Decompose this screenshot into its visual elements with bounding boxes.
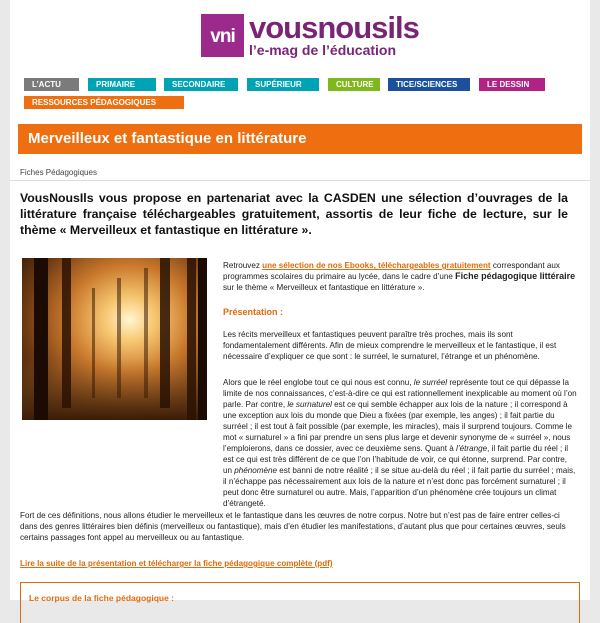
page: [10, 0, 590, 603]
nav-le-dessin[interactable]: LE DESSIN: [479, 78, 545, 91]
logo-name: vousnousils: [249, 10, 419, 45]
text-span: sur le thème « Merveilleux et fantastique en littérature ».: [223, 283, 425, 292]
text-span: représente tout ce qui dépasse la limite de nos connaissances, c’est-à-dire ce qui est rationnellement inexplicable au moment où l’on parle. Par contre,: [223, 378, 577, 409]
corpus-box: [20, 582, 580, 623]
nav-superieur[interactable]: SUPÉRIEUR: [247, 78, 319, 91]
text-span: Alors que le réel englobe tout ce qui nous est connu,: [223, 378, 414, 387]
page-title-bar: [18, 124, 582, 154]
text-span: correspondant aux programmes scolaires du primaire au lycée, dans le cadre d’une: [223, 261, 560, 281]
nav-ressources-pedagogiques[interactable]: RESSOURCES PÉDAGOGIQUES: [24, 96, 184, 109]
text-italic: phénomène: [234, 466, 278, 475]
forest-image: [22, 258, 207, 420]
text-bold: Fiche pédagogique littéraire: [455, 271, 576, 281]
presentation-paragraph: Les récits merveilleux et fantastiques peuvent paraître très proches, mais ils sont fondamentalement différents. Afin de mieux comprendre le merveilleux et le fantastique, il est nécessaire d’expliquer ce que sont : le surréel, le surnaturel, l’étrange et un phénomène.: [223, 330, 557, 361]
text-italic: le surnaturel: [287, 400, 332, 409]
definitions-paragraph: [223, 377, 578, 509]
ebooks-link[interactable]: une sélection de nos Ebooks, téléchargeables gratuitement: [262, 261, 491, 270]
logo-mark: vni: [201, 14, 244, 57]
nav-tice-sciences[interactable]: TICE/SCIENCES: [388, 78, 470, 91]
read-more-link[interactable]: Lire la suite de la présentation et télécharger la fiche pédagogique complète (pdf): [20, 559, 333, 568]
nav-secondaire[interactable]: SECONDAIRE: [164, 78, 238, 91]
intro-paragraph: VousNousIls vous propose en partenariat avec la CASDEN une sélection d’ouvrages de la littérature française téléchargeables gratuitement, assortis de leur fiche de lecture, sur le thème « Merveilleux et fantastique en littérature ».: [20, 191, 568, 237]
text-span: Retrouvez: [223, 261, 263, 270]
intro-ebooks-paragraph: [223, 260, 578, 293]
logo-tagline: l’e-mag de l’éducation: [249, 42, 397, 58]
text-span: , il fait partie du réel ; il est ce qui est très différent de ce que l’on l’habitude de voir, ce qui étonne, surprend. Par contre, un: [223, 444, 569, 475]
nav-actu[interactable]: L’ACTU: [24, 78, 79, 91]
text-span: est banni de notre réalité ; il se situe au-delà du réel ; il fait partie du surréel ; mais, il n’échappe pas nécessairement aux lois de la nature et n’est donc pas forcément surnaturel ; il peut donc être surnaturel ou autre. Mais, l’apparition d’un phénomène crée toujours un climat d’étrangeté.: [223, 466, 576, 508]
corpus-heading: Le corpus de la fiche pédagogique :: [29, 593, 174, 603]
page-title: Merveilleux et fantastique en littérature: [28, 130, 307, 147]
text-span: est ce qui semble échapper aux lois de la nature ; il correspond à une exception aux lois du monde que Dieu a fixées (par exemple, les anges) ; il fait partie du surréel ; il est tout à fait possible (par exemple, les miracles), mais il surprend toujours. Comme le mot « surnaturel » a fini par prendre un sens plus large et devenir synonyme de « surréel », nous l’emploierons, dans ce dossier, avec ce deuxième sens. Quant à: [223, 400, 573, 453]
site-logo[interactable]: [201, 10, 419, 62]
nav-primaire[interactable]: PRIMAIRE: [88, 78, 156, 91]
divider: [10, 180, 590, 181]
text-italic: l’étrange: [456, 444, 488, 453]
text-italic: le surréel: [413, 378, 448, 387]
nav-culture[interactable]: CULTURE: [328, 78, 380, 91]
corpus-study-paragraph: Fort de ces définitions, nous allons étudier le merveilleux et le fantastique dans les œuvres de notre corpus. Notre but n’est pas de faire entrer celles-ci dans des genres littéraires bien définis (merveilleux ou fantastique), mais d’en étudier les manifestations, d’autant plus que pour certaines œuvres, seuls certains passages font appel au merveilleux ou au fantastique.: [20, 511, 566, 542]
forest-photo: [22, 258, 207, 420]
presentation-heading: Présentation :: [223, 307, 284, 317]
breadcrumb[interactable]: Fiches Pédagogiques: [20, 168, 97, 177]
